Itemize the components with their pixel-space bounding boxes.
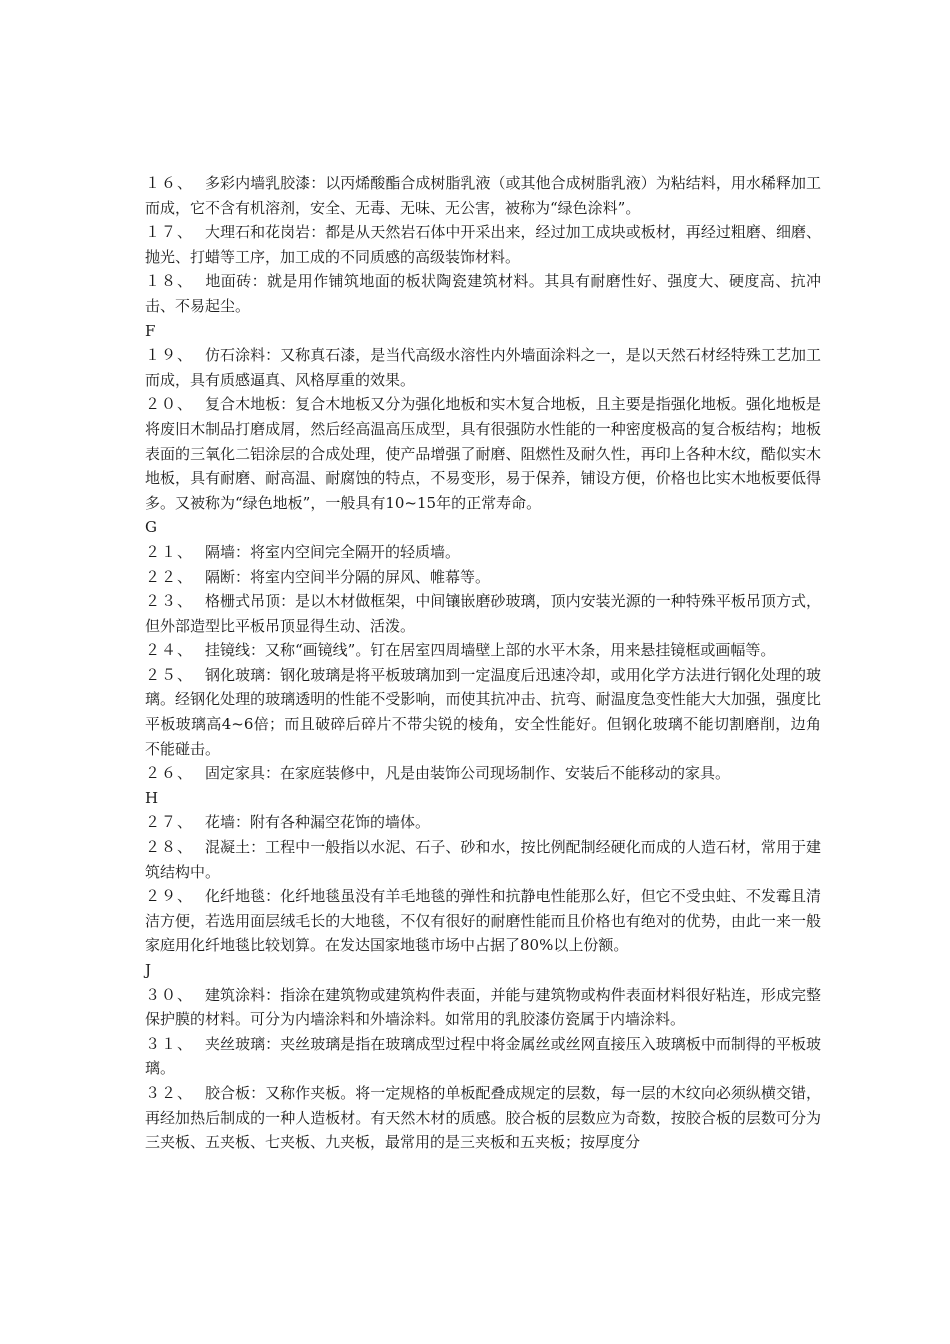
entry-text: 格栅式吊顶：是以木材做框架，中间镶嵌磨砂玻璃，顶内安装光源的一种特殊平板吊顶方式，但外部造型比平板吊顶显得生动、活泼。 (145, 592, 821, 635)
glossary-entry (145, 884, 821, 958)
entry-number: ２５、 (145, 665, 194, 684)
glossary-entry (145, 171, 821, 220)
entry-text: 挂镜线：又称“画镜线”。钉在居室四周墙壁上部的水平木条，用来悬挂镜框或画幅等。 (205, 641, 776, 660)
glossary-entry (145, 835, 821, 884)
glossary-entry (145, 663, 821, 761)
entry-number: ３０、 (145, 985, 194, 1004)
glossary-entry (145, 761, 821, 786)
glossary-entry (145, 589, 821, 638)
glossary-entry (145, 1081, 821, 1155)
entry-number: ２２、 (145, 567, 194, 586)
entry-text: 化纤地毯：化纤地毯虽没有羊毛地毯的弹性和抗静电性能那么好，但它不受虫蛀、不发霉且清洁方便，若选用面层绒毛长的大地毯，不仅有很好的耐磨性能而且价格也有绝对的优势，由此一来一般家庭用化纤地毯比较划算。在发达国家地毯市场中占据了80%以上份额。 (145, 887, 821, 955)
entry-number: ２９、 (145, 887, 194, 906)
section-letter: J (145, 961, 152, 979)
glossary-entry (145, 392, 821, 515)
entry-number: ２８、 (145, 838, 194, 857)
glossary-entry (145, 540, 821, 565)
section-letter: H (145, 788, 159, 807)
entry-text: 胶合板：又称作夹板。将一定规格的单板配叠成规定的层数，每一层的木纹向必须纵横交错，再经加热后制成的一种人造板材。有天然木材的质感。胶合板的层数应为奇数，按胶合板的层数可分为三夹板、五夹板、七夹板、九夹板，最常用的是三夹板和五夹板；按厚度分 (145, 1083, 821, 1152)
section-letter: F (145, 321, 156, 340)
glossary-content (145, 171, 821, 1155)
glossary-entry (145, 638, 821, 663)
entry-text: 建筑涂料：指涂在建筑物或建筑构件表面，并能与建筑物或构件表面材料很好粘连，形成完整保护膜的材料。可分为内墙涂料和外墙涂料。如常用的乳胶漆仿瓷属于内墙涂料。 (145, 985, 821, 1029)
entry-text: 复合木地板：复合木地板又分为强化地板和实木复合地板，且主要是指强化地板。强化地板是将废旧木制品打磨成屑，然后经高温高压成型，具有很强防水性能的一种密度极高的复合板结构；地板表面的三氧化二铝涂层的合成处理，使产品增强了耐磨、阻燃性及耐久性，再印上各种木纹，酷似实木地板，具有耐磨、耐高温、耐腐蚀的特点，不易变形，易于保养，铺设方便，价格也比实木地板要低得多。又被称为“绿色地板”，一般具有10~15年的正常寿命。 (145, 395, 821, 512)
entry-text: 仿石涂料：又称真石漆，是当代高级水溶性内外墙面涂料之一，是以天然石材经特殊工艺加工而成，具有质感逼真、风格厚重的效果。 (145, 346, 821, 389)
entry-text: 大理石和花岗岩：都是从天然岩石体中开采出来，经过加工成块或板材，再经过粗磨、细磨、抛光、打蜡等工序，加工成的不同质感的高级装饰材料。 (145, 223, 821, 266)
entry-text: 钢化玻璃：钢化玻璃是将平板玻璃加到一定温度后迅速冷却，或用化学方法进行钢化处理的玻璃。经钢化处理的玻璃透明的性能不受影响，而使其抗冲击、抗弯、耐温度急变性能大大加强，强度比平板玻璃高4~6倍；而且破碎后碎片不带尖锐的棱角，安全性能好。但钢化玻璃不能切割磨削，边角不能碰击。 (145, 665, 821, 758)
entry-number: ３２、 (145, 1083, 194, 1102)
glossary-entry (145, 269, 821, 318)
entry-number: １９、 (145, 346, 194, 365)
entry-number: ３１、 (145, 1034, 194, 1053)
entry-text: 夹丝玻璃：夹丝玻璃是指在玻璃成型过程中将金属丝或丝网直接压入玻璃板中而制得的平板玻璃。 (145, 1034, 821, 1078)
entry-text: 固定家具：在家庭装修中，凡是由装饰公司现场制作、安装后不能移动的家具。 (205, 764, 731, 783)
entry-text: 隔断：将室内空间半分隔的屏风、帷幕等。 (205, 567, 491, 586)
glossary-entry (145, 343, 821, 392)
entry-number: １８、 (145, 272, 194, 291)
entry-number: ２７、 (145, 813, 194, 832)
entry-text: 花墙：附有各种漏空花饰的墙体。 (205, 813, 431, 832)
glossary-entry (145, 983, 821, 1032)
entry-text: 多彩内墙乳胶漆：以丙烯酸酯合成树脂乳液（或其他合成树脂乳液）为粘结料，用水稀释加工而成，它不含有机溶剂，安全、无毒、无味、无公害，被称为“绿色涂料”。 (145, 174, 821, 217)
entry-text: 隔墙：将室内空间完全隔开的轻质墙。 (205, 542, 461, 561)
entry-number: １６、 (145, 174, 194, 192)
entry-number: ２０、 (145, 395, 194, 414)
glossary-entry (145, 565, 821, 590)
entry-text: 混凝土：工程中一般指以水泥、石子、砂和水，按比例配制经硬化而成的人造石材，常用于建筑结构中。 (145, 838, 821, 881)
glossary-entry (145, 220, 821, 269)
entry-text: 地面砖：就是用作铺筑地面的板状陶瓷建筑材料。其具有耐磨性好、强度大、硬度高、抗冲击、不易起尘。 (145, 272, 821, 315)
entry-number: ２１、 (145, 542, 194, 561)
entry-number: ２４、 (145, 641, 194, 660)
glossary-entry (145, 810, 821, 835)
glossary-entry (145, 1032, 821, 1081)
entry-number: ２６、 (145, 764, 194, 783)
entry-number: ２３、 (145, 592, 194, 611)
entry-number: １７、 (145, 223, 194, 242)
section-letter: G (145, 518, 157, 537)
